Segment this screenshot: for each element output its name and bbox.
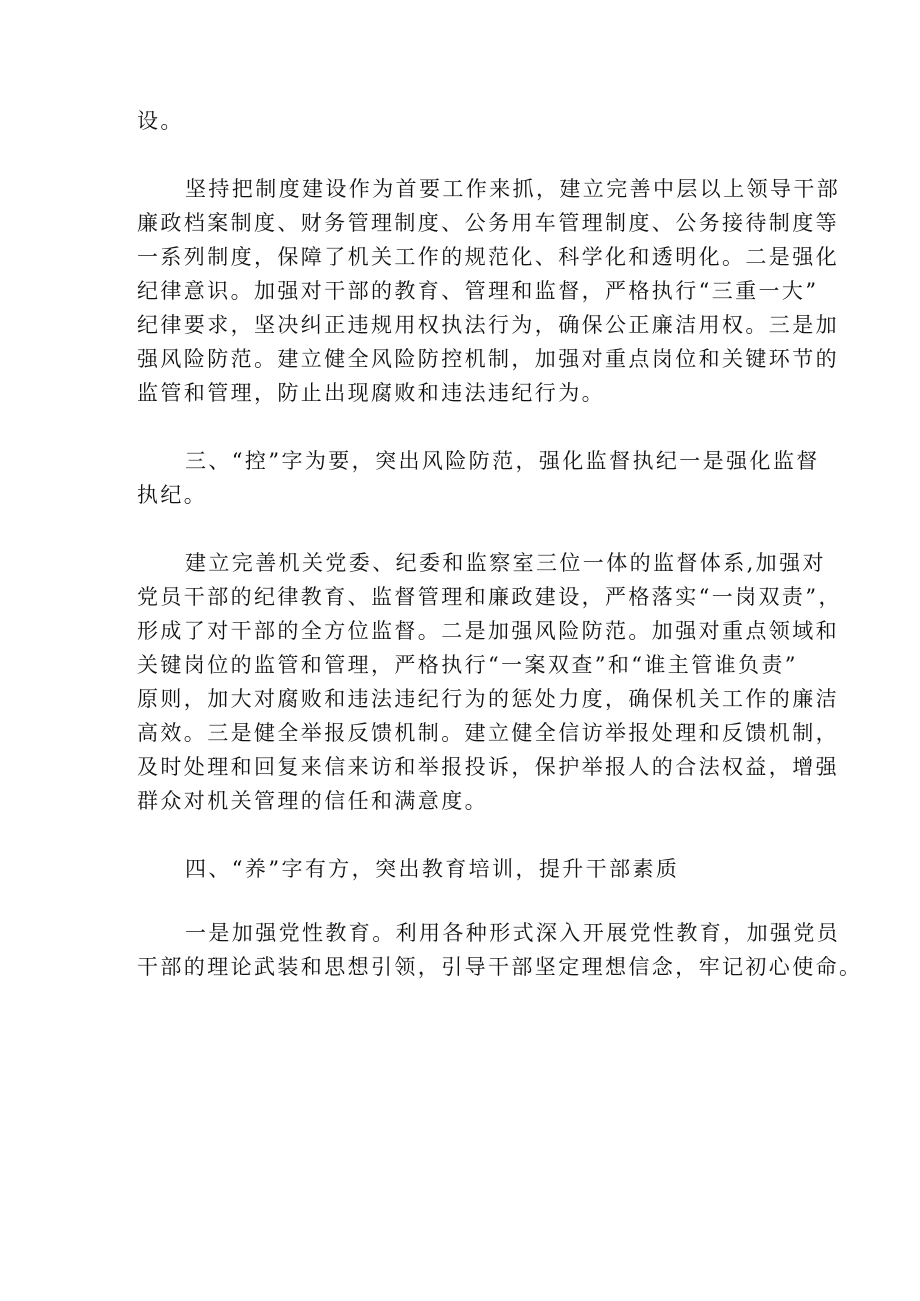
paragraph-3 bbox=[137, 546, 842, 818]
text-line: 监管和管理，防止出现腐败和违法违纪行为。 bbox=[137, 381, 605, 405]
text-line: 党员干部的纪律教育、监督管理和廉政建设，严格落实“一岗双责”， bbox=[137, 585, 842, 609]
text-line: 建立完善机关党委、纪委和监察室三位一体的监督体系,加强对 bbox=[185, 551, 826, 575]
text-line: 四、“养”字有方，突出教育培训，提升干部素质 bbox=[185, 857, 680, 881]
text-line: 形成了对干部的全方位监督。二是加强风险防范。加强对重点领域和 bbox=[137, 619, 839, 643]
text-line: 坚持把制度建设作为首要工作来抓，建立完善中层以上领导干部 bbox=[185, 177, 841, 201]
text-line: 执纪。 bbox=[137, 483, 208, 507]
paragraph-1 bbox=[137, 172, 841, 410]
paragraph-0 bbox=[137, 104, 791, 138]
text-line: 纪律意识。加强对干部的教育、管理和监督，严格执行“三重一大” bbox=[137, 279, 819, 303]
text-line: 三、“控”字为要，突出风险防范，强化监督执纪一是强化监督 bbox=[185, 449, 820, 473]
section-heading-3 bbox=[137, 444, 820, 512]
text-line: 高效。三是健全举报反馈机制。建立健全信访举报处理和反馈机制， bbox=[137, 721, 839, 745]
text-line: 一系列制度，保障了机关工作的规范化、科学化和透明化。二是强化 bbox=[137, 245, 839, 269]
text-line: 关键岗位的监管和管理，严格执行“一案双查”和“谁主管谁负责” bbox=[137, 653, 798, 677]
text-line: 强风险防范。建立健全风险防控机制，加强对重点岗位和关键环节的 bbox=[137, 347, 839, 371]
text-line: 原则，加大对腐败和违法违纪行为的惩处力度，确保机关工作的廉洁 bbox=[137, 687, 839, 711]
text-line: 设。 bbox=[137, 109, 184, 133]
paragraph-5 bbox=[137, 916, 863, 984]
document-body bbox=[137, 104, 863, 1018]
text-line: 及时处理和回复来信来访和举报投诉，保护举报人的合法权益，增强 bbox=[137, 755, 839, 779]
text-line: 干部的理论武装和思想引领，引导干部坚定理想信念，牢记初心使命。 bbox=[137, 955, 863, 979]
section-heading-4 bbox=[137, 852, 791, 886]
text-line: 纪律要求，坚决纠正违规用权执法行为，确保公正廉洁用权。三是加 bbox=[137, 313, 839, 337]
text-line: 廉政档案制度、财务管理制度、公务用车管理制度、公务接待制度等 bbox=[137, 211, 839, 235]
text-line: 群众对机关管理的信任和满意度。 bbox=[137, 789, 488, 813]
text-line: 一是加强党性教育。利用各种形式深入开展党性教育，加强党员 bbox=[185, 921, 841, 945]
